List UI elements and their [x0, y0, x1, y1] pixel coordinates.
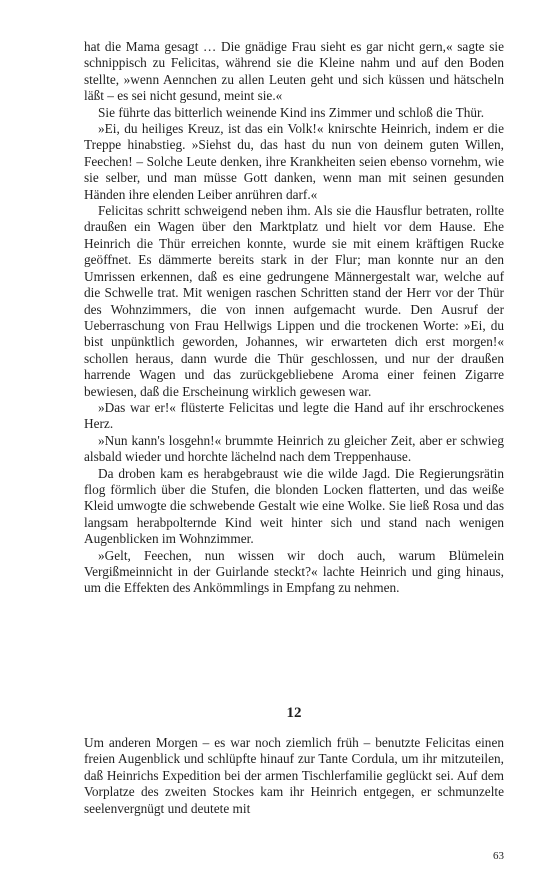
paragraph: Sie führte das bitterlich weinende Kind ins Zimmer und schloß die Thür. [98, 104, 485, 120]
paragraph: »Gelt, Feechen, nun wissen wir doch auch, warum Blümelein Vergißmeinnicht in der Guirlande steckt?« lachte Heinrich und ging hinaus, um die Effekten des Ankömmlings in Empfang zu nehmen. [84, 547, 504, 596]
paragraph: »Ei, du heiliges Kreuz, ist das ein Volk!« knirschte Heinrich, indem er die Treppe hinabstieg. »Siehst du, das hast du nun von deinem guten Willen, Feechen! – Solche Leute denken, ihre Krankheiten seien ebenso vornehm, wie sie selber, und man müsse Gott danken, wenn man mit seinen gesunden Händen ihre elenden Leiber anrühren darf.« [84, 121, 504, 202]
page-number: 63 [493, 850, 504, 862]
chapter-heading: 12 [286, 705, 302, 721]
body-text-top [84, 39, 504, 597]
paragraph: »Das war er!« flüsterte Felicitas und legte die Hand auf ihr erschrockenes Herz. [84, 399, 504, 432]
paragraph: Da droben kam es herabgebraust wie die wilde Jagd. Die Regierungsrätin flog förmlich über die Stufen, die blonden Locken flatterten, und das weiße Kleid umwogte die schwebende Gestalt wie eine Wolke. Sie ließ Rosa und das langsam herabpolternde Kind weit hinter sich und stand nach wenigen Augenblicken im Wohnzimmer. [84, 465, 504, 547]
paragraph: Um anderen Morgen – es war noch ziemlich früh – benutzte Felicitas einen freien Augenblick und schlüpfte hinauf zur Tante Cordula, um ihr mitzuteilen, daß Heinrichs Expedition bei der armen Tischlerfamilie geglückt sei. Auf dem Vorplatze des zweiten Stockes kam ihr Heinrich entgegen, er schmunzelte seelenvergnügt und deutete mit [84, 735, 504, 816]
paragraph: »Nun kann's losgehn!« brummte Heinrich zu gleicher Zeit, aber er schwieg alsbald wieder und horchte lächelnd nach dem Treppenhause. [84, 432, 504, 465]
paragraph: Felicitas schritt schweigend neben ihm. Als sie die Hausflur betraten, rollte draußen ein Wagen über den Marktplatz und hielt vor dem Hause. Ehe Heinrich die Thür erreichen konnte, wurde sie mit einem kräftigen Rucke geöffnet. Es dämmerte bereits stark in der Flur; man konnte nur an den Umrissen erkennen, daß es eine gedrungene Männergestalt war, welche auf die Schwelle trat. Mit wenigen raschen Schritten stand der Herr vor der Thür des Wohnzimmers, die von innen aufgemacht wurde. Den Ausruf der Ueberraschung von Frau Hellwigs Lippen und die trockenen Worte: »Ei, du bist unpünktlich geworden, Johannes, wir erwarteten dich erst morgen!« schollen heraus, dann wurde die Thür geschlossen, und nur der draußen harrende Wagen und das zurückgebliebene Aroma einer feinen Zigarre bewiesen, daß die Erscheinung wirklich gewesen war. [84, 203, 504, 399]
body-text-bottom [84, 735, 504, 817]
paragraph: hat die Mama gesagt … Die gnädige Frau sieht es gar nicht gern,« sagte sie schnippisch zu Felicitas, während sie die Kleine nahm und auf den Boden stellte, »wenn Aennchen zu allen Leuten geht und sich küssen und hätscheln läßt – es sei nicht gesund, meint sie.« [84, 39, 504, 104]
